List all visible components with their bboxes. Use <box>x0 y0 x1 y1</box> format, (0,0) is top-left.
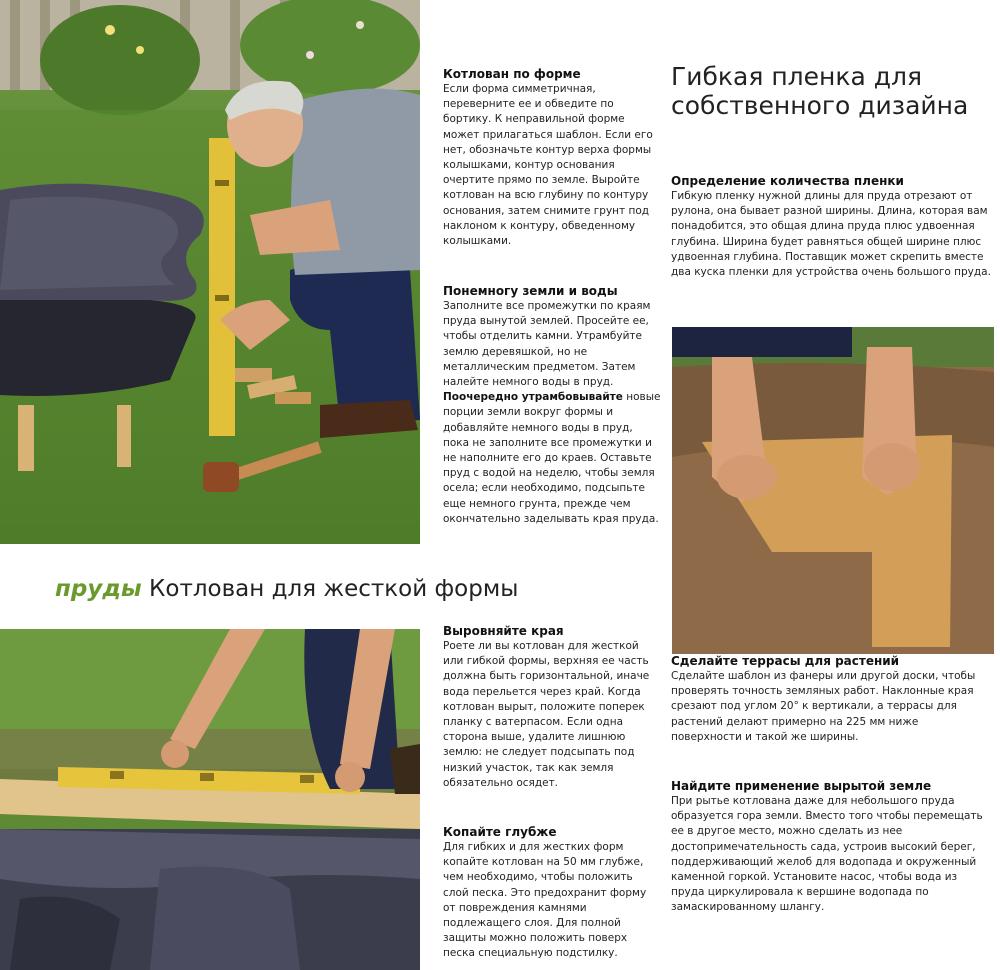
block-text: Роете ли вы котлован для жесткой или гибкой формы, верхняя ее часть должна быть горизонтальной, иначе вода перельется через край. Когда котлован вырыт, положите поперек планку с ватерпасом. Если одна сторона выше, удалите лишнюю землю: не следует подсыпать под низкий участок, так как земля обязательно осядет. <box>443 640 650 789</box>
block-text: Если форма симметричная, переверните ее и обведите по бортику. К неправильной форме может прилагаться шаблон. Если его нет, обозначьте контур верха формы колышками, контур основания очертите прямо по земле. Выройте котлован на всю глубину по контуру основания, затем снимите грунт под наклоном к контуру, обведенному колышками. <box>443 83 653 248</box>
right-column-title: Гибкая пленка для собственного дизайна <box>671 62 969 120</box>
photo-level-across-pond <box>0 629 420 970</box>
block-subtext: новые порции земли вокруг формы и добавляйте немного воды в пруд, пока не заполните все промежутки и не наполните его до краев. Оставьте пруд с водой на неделю, чтобы земля осела; если необходимо, подсыпьте еще немного грунта, прежде чем окончательно заделывать края пруда. <box>443 391 661 525</box>
block-text: При рытье котлована даже для небольшого пруда образуется гора земли. Вместо того чтобы перемещать ее в другое место, можно сделать из нее достопримечательность сада, устроив высокий берег, поддерживающий желоб для водопада и окруженный каменной горкой. Установите насос, чтобы вода из пруда циркулировала к вершине водопада по замаскированному шлангу. <box>671 795 983 914</box>
block-text: Гибкую пленку нужной длины для пруда отрезают от рулона, она бывает разной ширины. Длина, которая вам понадобится, это общая длина пруда плюс удвоенная глубина. Ширина будет равняться общей ширине плюс удвоенная глубина. Поставщик может скрепить вместе два куска пленки для устройства очень большого пруда. <box>671 190 991 279</box>
section-title-text: Котлован для жесткой формы <box>149 576 519 602</box>
block-heading: Понемногу земли и воды <box>443 284 618 298</box>
block-heading: Котлован по форме <box>443 67 581 81</box>
photo-man-with-level <box>0 0 420 544</box>
section-kicker: пруды <box>55 576 142 602</box>
block-terrasy <box>671 654 991 745</box>
block-text <box>443 299 661 527</box>
block-glubzhe <box>443 825 661 962</box>
block-plenka <box>671 174 991 280</box>
section-title <box>55 574 518 604</box>
block-kraya <box>443 624 661 791</box>
block-text: Сделайте шаблон из фанеры или другой доски, чтобы проверять точность земляных работ. Наклонные края срезают под углом 20° к вертикали, а террасы для растений делают примерно на 225 мм ниже поверхности и такой же ширины. <box>671 670 976 743</box>
block-heading: Выровняйте края <box>443 624 564 638</box>
block-primenenie <box>671 779 991 916</box>
block-subheading: Поочередно утрамбовывайте <box>443 391 623 404</box>
block-text: Для гибких и для жестких форм копайте котлован на 50 мм глубже, чем необходимо, чтобы положить слой песка. Это предохранит форму от повреждения камнями подлежащего слоя. Для полной защиты можно положить поверх песка специальную подстилку. <box>443 841 647 960</box>
block-heading: Найдите применение вырытой земле <box>671 779 932 793</box>
photo-terrace-template <box>672 327 994 654</box>
block-zemlya <box>443 284 661 527</box>
block-heading: Определение количества пленки <box>671 174 904 188</box>
block-text-main: Заполните все промежутки по краям пруда вынутой землей. Просейте ее, чтобы отделить камни. Утрамбуйте землю деревяшкой, но не металлическим предметом. Затем налейте немного воды в пруд. <box>443 300 651 389</box>
block-forma <box>443 67 661 249</box>
block-heading: Копайте глубже <box>443 825 557 839</box>
block-heading: Сделайте террасы для растений <box>671 654 900 668</box>
